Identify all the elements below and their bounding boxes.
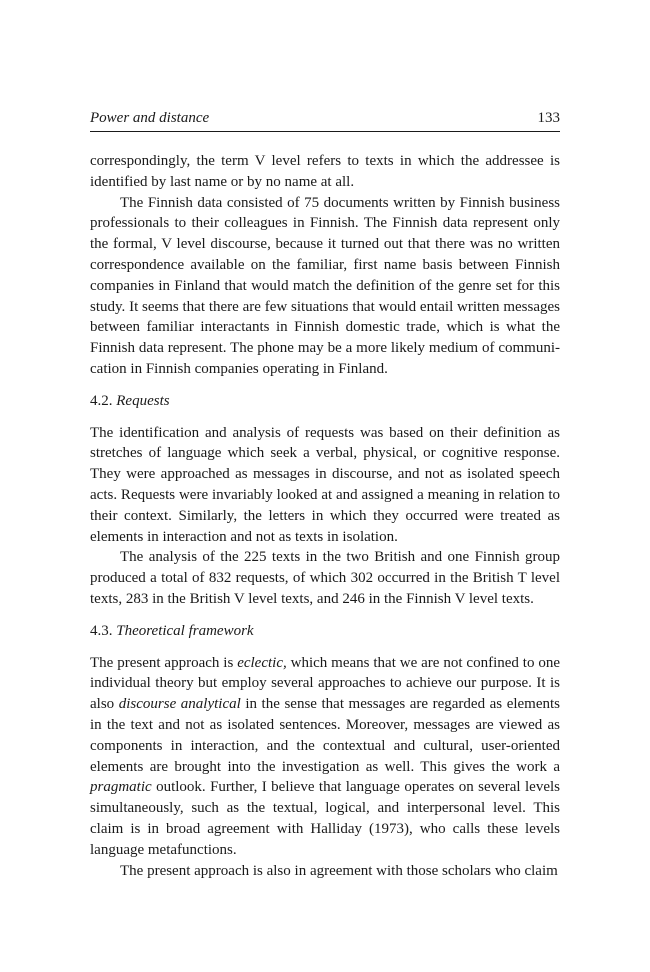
text-run: which means that we are not confined to one individual theory but employ several approaches to achieve our purpose. It is also (90, 654, 561, 713)
section-title: Theoretical framework (116, 622, 254, 639)
paragraph-requests-definition: The identification and analysis of requests was based on their definition as stretches of language which seek a verbal, physical, or cognitive response. They were approached as messages in discourse, and not as isolated speech acts. Requests were invariably looked at and assigned a meaning in relation to their context. Similarly, the letters in which they occurred were treated as elements in interaction and not as texts in isolation. (90, 424, 560, 545)
emphasis-discourse-analytical: discourse analytical (118, 696, 241, 713)
section-heading-requests (90, 391, 560, 412)
section-number: 4.2. (90, 392, 113, 409)
section-number: 4.3. (90, 622, 113, 639)
paragraph-requests-analysis: The analysis of the 225 texts in the two British and one Finnish group produced a total of 832 requests, of which 302 occurred in the British T level texts, 283 in the British V level texts, and 246 in the Finnish V level texts. (90, 549, 560, 607)
emphasis-eclectic: eclectic, (237, 654, 287, 671)
paragraph-continuation: correspondingly, the term V level refers to texts in which the addressee is identified by last name or by no name at all. (90, 153, 560, 190)
text-run: The present approach is (90, 654, 238, 671)
section-title: Requests (116, 392, 170, 409)
section-heading-theoretical-framework (90, 621, 560, 642)
text-run: outlook. Further, I believe that language operates on several levels simultaneously, such as the textual, logical, and interpersonal level. This claim is in broad agreement with Halliday (1973), who calls these levels language metafunctions. (90, 779, 560, 858)
running-title: Power and distance (90, 110, 210, 126)
emphasis-pragmatic: pragmatic (90, 779, 152, 796)
paragraph-finnish-data: The Finnish data consisted of 75 documents written by Finnish business professionals to their colleagues in Finnish. The Finnish data represent only the formal, V level discourse, because it turned out that there was no written correspondence available on the familiar, first name basis between Finnish companies in Finland that would match the definition of the genre set for this study. It seems that there are few situations that would entail written messages between familiar interactants in Finnish domestic trade, which is what the Finnish data represent. The phone may be a more likely medium of communi-cation in Finnish companies operating in Finland. (90, 194, 560, 377)
paragraph-approach (90, 653, 560, 861)
running-header (90, 110, 560, 132)
text-run: in the sense that messages are regarded as elements in the text and not as isolated sentences. Moreover, messages are viewed as components in interaction, and the contextual and cultural, user-oriented elements are brought into the investigation as well. This gives the work a (90, 696, 561, 775)
paragraph-agreement: The present approach is also in agreement with those scholars who claim (120, 862, 558, 879)
page-number: 133 (537, 110, 560, 126)
body-text (90, 151, 560, 881)
